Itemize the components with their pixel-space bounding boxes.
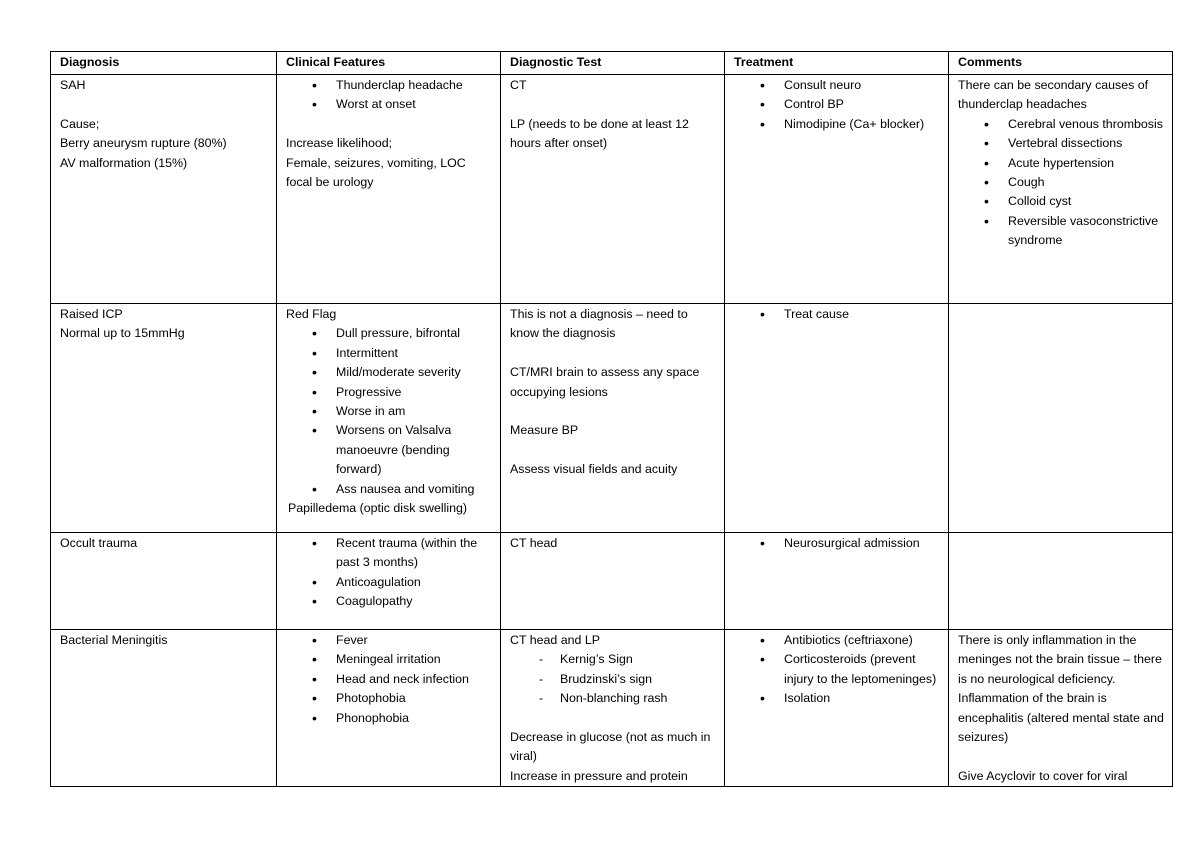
bullet-list: [734, 534, 942, 553]
bullet-list: [734, 631, 942, 709]
list-item: • Worst at onset: [286, 95, 494, 114]
test-line: This is not a diagnosis – need to know the diagnosis: [510, 307, 688, 341]
sah-test-cell: [501, 75, 725, 304]
icp-treatment-cell: [725, 304, 949, 533]
header-row: [51, 52, 1173, 75]
meningitis-treatment-cell: [725, 630, 949, 787]
list-item: • Isolation: [734, 689, 942, 708]
red-flag-label: Red Flag: [286, 307, 337, 321]
diagnosis-name: SAH: [60, 78, 86, 92]
comment-text: Give Acyclovir to cover for viral: [958, 768, 1128, 783]
list-item: • Corticosteroids (prevent injury to the leptomeninges): [734, 650, 942, 689]
list-item: • Recent trauma (within the past 3 months): [286, 534, 494, 573]
bullet-list: [286, 631, 494, 728]
list-item: • Worsens on Valsalva manoeuvre (bending forward): [286, 421, 494, 479]
trauma-test-cell: [501, 533, 725, 630]
meningitis-clinical-cell: [277, 630, 501, 787]
sah-clinical-cell: [277, 75, 501, 304]
likelihood-text: Female, seizures, vomiting, LOC focal be urology: [286, 155, 466, 190]
diagnosis-name: Bacterial Meningitis: [60, 633, 168, 647]
list-item: • Coagulopathy: [286, 592, 494, 611]
bullet-list: [734, 305, 942, 324]
sah-diagnosis-cell: [51, 75, 277, 304]
header-treatment: Treatment: [725, 52, 949, 75]
list-item: • Meningeal irritation: [286, 650, 494, 669]
meningitis-diagnosis-cell: [51, 630, 277, 787]
test-line: Increase in pressure and protein: [510, 768, 688, 783]
trauma-diagnosis-cell: [51, 533, 277, 630]
list-item: • Phonophobia: [286, 709, 494, 728]
list-item: • Reversible vasoconstrictive syndrome: [958, 212, 1166, 251]
list-item: • Nimodipine (Ca+ blocker): [734, 115, 942, 134]
table-row-raised-icp: [51, 304, 1173, 533]
diagnosis-note: Normal up to 15mmHg: [60, 326, 185, 341]
header-clinical-features: Clinical Features: [277, 52, 501, 75]
test-line: CT head and LP: [510, 633, 601, 647]
test-line: LP (needs to be done at least 12 hours after onset): [510, 116, 689, 151]
list-item: • Acute hypertension: [958, 154, 1166, 173]
likelihood-label: Increase likelihood;: [286, 136, 393, 151]
table-row-occult-trauma: [51, 533, 1173, 630]
list-item: • Dull pressure, bifrontal: [286, 324, 494, 343]
list-item: • Antibiotics (ceftriaxone): [734, 631, 942, 650]
diagnosis-name: Occult trauma: [60, 536, 138, 550]
table-row-sah: [51, 75, 1173, 304]
icp-diagnosis-cell: [51, 304, 277, 533]
cause-item: AV malformation (15%): [60, 155, 188, 170]
cause-item: Berry aneurysm rupture (80%): [60, 136, 227, 151]
list-item: • Ass nausea and vomiting: [286, 480, 494, 499]
list-item: • Vertebral dissections: [958, 134, 1166, 153]
clinical-table: [50, 51, 1173, 787]
list-item: • Fever: [286, 631, 494, 650]
diagnosis-name: Raised ICP: [60, 307, 123, 321]
meningitis-test-cell: [501, 630, 725, 787]
icp-comments-cell: [949, 304, 1173, 533]
list-item: • Consult neuro: [734, 76, 942, 95]
list-item: • Neurosurgical admission: [734, 534, 942, 553]
list-item: - Non-blanching rash: [510, 689, 718, 708]
list-item: • Mild/moderate severity: [286, 363, 494, 382]
trauma-treatment-cell: [725, 533, 949, 630]
list-item: • Colloid cyst: [958, 192, 1166, 211]
bullet-list: [286, 534, 494, 612]
list-item: • Cough: [958, 173, 1166, 192]
bullet-list: [286, 324, 494, 499]
header-diagnostic-test: Diagnostic Test: [501, 52, 725, 75]
icp-test-cell: [501, 304, 725, 533]
list-item: • Treat cause: [734, 305, 942, 324]
cause-label: Cause;: [60, 116, 100, 131]
bullet-list: [734, 76, 942, 134]
list-item: - Kernig’s Sign: [510, 650, 718, 669]
test-line: CT head: [510, 536, 558, 550]
list-item: • Control BP: [734, 95, 942, 114]
list-item: • Cerebral venous thrombosis: [958, 115, 1166, 134]
papilledema-note: Papilledema (optic disk swelling): [288, 501, 468, 516]
test-line: CT/MRI brain to assess any space occupying lesions: [510, 365, 700, 399]
table-row-bacterial-meningitis: [51, 630, 1173, 787]
comment-intro: There can be secondary causes of thunderclap headaches: [958, 78, 1149, 112]
test-line: Assess visual fields and acuity: [510, 462, 678, 477]
bullet-list: [286, 76, 494, 115]
list-item: • Worse in am: [286, 402, 494, 421]
list-item: • Anticoagulation: [286, 573, 494, 592]
trauma-clinical-cell: [277, 533, 501, 630]
list-item: • Progressive: [286, 383, 494, 402]
header-comments: Comments: [949, 52, 1173, 75]
list-item: • Head and neck infection: [286, 670, 494, 689]
header-diagnosis: Diagnosis: [51, 52, 277, 75]
meningitis-comments-cell: [949, 630, 1173, 787]
sah-treatment-cell: [725, 75, 949, 304]
trauma-comments-cell: [949, 533, 1173, 630]
list-item: - Brudzinski’s sign: [510, 670, 718, 689]
dash-list: [510, 650, 718, 708]
test-line: Decrease in glucose (not as much in viral): [510, 730, 711, 764]
list-item: • Photophobia: [286, 689, 494, 708]
test-line: CT: [510, 78, 527, 92]
list-item: • Thunderclap headache: [286, 76, 494, 95]
bullet-list: [958, 115, 1166, 251]
icp-clinical-cell: [277, 304, 501, 533]
comment-text: There is only inflammation in the meninges not the brain tissue – there is no neurological deficiency. Inflammation of the brain is encephalitis (altered mental state and seizures): [958, 633, 1164, 745]
list-item: • Intermittent: [286, 344, 494, 363]
test-line: Measure BP: [510, 423, 579, 438]
sah-comments-cell: [949, 75, 1173, 304]
